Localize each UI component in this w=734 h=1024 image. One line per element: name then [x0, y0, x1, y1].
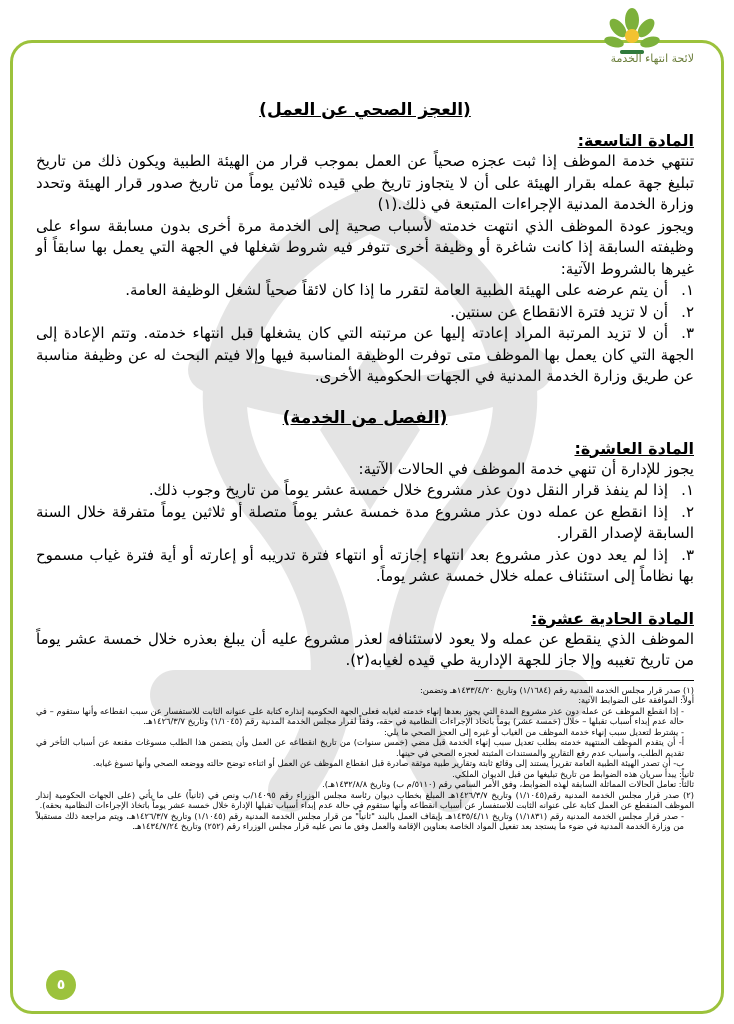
- article-10-cases-list: [36, 480, 694, 588]
- list-item: ١.إذا لم ينفذ قرار النقل دون عذر مشروع خلال خمسة عشر يوماً من تاريخ وجوب ذلك.: [148, 481, 694, 499]
- article-10-title: المادة العاشرة:: [574, 438, 694, 458]
- article-10-intro: يجوز للإدارة أن تنهي خدمة الموظف في الحالات الآتية:: [358, 459, 694, 478]
- article-9-title: المادة التاسعة:: [577, 131, 694, 150]
- article-9-paragraph-1: تنتهي خدمة الموظف إذا ثبت عجزه صحياً عن العمل بموجب قرار من الهيئة الطبية ويكون ذلك من تاريخ تبليغ جهة عمله بقرار الهيئة على أن لا يتجاوز تاريخ طي قيده ثلاثين يوماً من تاريخ صدور قرار الهيئة وتحدد وزارة الخدمة المدنية الإجراءات المتبعة في ذلك.(١): [36, 152, 694, 213]
- list-item: ٣.إذا لم يعد دون عذر مشروع بعد انتهاء إجازته أو انتهاء فترة تدريبه أو إعارته أو أية فترة غياب مسموح بها نظاماً إلى استئناف عمله خلال خمسة عشر يوماً.: [36, 545, 694, 585]
- document-body: [36, 96, 694, 832]
- article-9-conditions-list: [36, 280, 694, 388]
- footnote-1-second: ثانياً: يبدأ سريان هذه الضوابط من تاريخ تبليغها من قبل الديوان الملكي.: [452, 768, 694, 779]
- article-9-paragraph-2: ويجوز عودة الموظف الذي انتهت خدمته لأسباب صحية إلى الخدمة مرة أخرى بدون مسابقة سواء على وظيفته السابقة إذا كانت شاغرة أو وظيفة أخرى تتوفر فيه شروط شغلها في الجهة التي يعمل بها سابقاً أو غيرها بالشروط الآتية:: [36, 216, 694, 278]
- section-title-dismissal: (الفصل من الخدمة): [282, 407, 448, 428]
- page-number: ٥: [46, 970, 76, 1000]
- list-item: ٢.إذا انقطع عن عمله دون عذر مشروع مدة خمسة عشر يوماً متصلة أو ثلاثين يوماً متفرقة خلال السنة السابقة لإصدار القرار.: [36, 502, 694, 542]
- header-document-title: لائحة انتهاء الخدمة: [610, 52, 694, 65]
- footnote-1-third: ثالثاً: تعامل الحالات المماثلة السابقة لهذه الضوابط، وفق الأمر السامي رقم (٥١١٠/م ب) وتاريخ ١٤٣٢/٨/٨هـ).: [322, 779, 694, 789]
- footnote-2-amendment: - صدر قرار مجلس الخدمة المدنية رقم (١/١٨٣١) وتاريخ ١٤٣٥/٤/١١هـ بإيقاف العمل بالبند "ثانياً" من قرار مجلس الخدمة المدنية رقم (١/١٠٤٥) وتاريخ ١٤٢٦/٣/٧هـ، ويتم مراجعة ذلك مستقبلاً من وزارة الخدمة المدنية في ضوء ما يستجد بعد تفعيل المواد الخاصة بعناوين الإقامة والعمل وفق ما نص عليه قرار مجلس الوزراء رقم (٢٥٢) وتاريخ ١٤٣٤/٧/٢٤هـ.: [36, 810, 685, 831]
- footnote-1-rule-b-b: ب- أن تصدر الهيئة الطبية العامة تقريراً يستند إلى وقائع ثابتة وتقارير طبية موثقة صادرة قبل انقطاع الموظف عن العمل أو اثناءه توضح حالته ووضعه الصحي وأنها تسوغ غيابه.: [92, 758, 684, 768]
- footnote-1-rule-a: - إذا انقطع الموظف عن عمله دون عذر مشروع المدة التي يجوز بعدها إنهاء خدمته لغيابه فعلى الجهة الحكومية إنذاره كتابة على عنوانه الثابت للاستفسار عن سبب انقطاعه وأنها ستقوم – في حالة عدم إبداء أسباب تقبلها – خلال (خمسة عشر) يوماً باتخاذ الإجراءات النظامية في حقه، وفقاً لقرار مجلس الخدمة المدنية رقم (١/١٠٤٥) وتاريخ ١٤٢٦/٣/٧هـ.: [36, 705, 684, 726]
- footnote-1-rule-b: - يشترط لتعديل سبب إنهاء خدمة الموظف من الغياب أو غيره إلى العجز الصحي ما يلي:: [383, 726, 684, 737]
- section-title-health-incapacity: (العجز الصحي عن العمل): [259, 100, 471, 120]
- article-11-paragraph: الموظف الذي ينقطع عن عمله ولا يعود لاستئنافه لعذر مشروع عليه أن يبلغ بعذره خلال خمسة عشر يوماً من تاريخ تغيبه وإلا جاز للجهة الإدارية طي قيده لغيابه(٢).: [36, 629, 694, 669]
- footnote-2: (٢) صدر قرار مجلس الخدمة المدنية رقم(١/١٠٤٥) وتاريخ ١٤٢٦/٣/٧هـ المبلغ بخطاب ديوان رئاسة مجلس الوزراء رقم ١٤٠٩٥/ب ونص في (ثانياً) على ما يأتي (على الجهات الحكومية إنذار الموظف المنقطع عن العمل كتابة على عنوانه الثابت للاستفسار عن أسباب انقطاعه وأنها ستقوم في حالة عدم إبداء أسباب تقبلها الإدارة خلال خمسة عشر يوماً باتخاذ الإجراءات النظامية بحقه).: [36, 789, 695, 810]
- footnotes: [36, 685, 694, 832]
- list-item: ٢.أن لا تزيد فترة الانقطاع عن سنتين.: [450, 302, 694, 321]
- list-item: ١.أن يتم عرضه على الهيئة الطبية العامة لتقرر ما إذا كان لائقاً صحياً لشغل الوظيفة العامة.: [125, 281, 694, 299]
- footnote-divider: [474, 680, 694, 681]
- footnote-1-first: أولاً: الموافقة على الضوابط الآتية:: [578, 695, 694, 705]
- footnote-1: (١) صدر قرار مجلس الخدمة المدنية رقم (١/١٦٨٤) وتاريخ ١٤٣٣/٤/٢٠هـ وتضمن:: [420, 684, 694, 695]
- article-11-title: المادة الحادية عشرة:: [531, 608, 694, 628]
- list-item: ٣.أن لا تزيد المرتبة المراد إعادته إليها عن مرتبته التي كان يشغلها قبل انتهاء خدمته. وتتم الإعادة إلى الجهة التي كان يعمل بها الموظف متى توفرت الوظيفة المناسبة فيها وإلا فيتم البحث له عن وظيفة مناسبة عن طريق وزارة الخدمة المدنية في الجهات الحكومية الأخرى.: [36, 324, 694, 385]
- footnote-1-rule-b-a: أ- أن يتقدم الموظف المنتهية خدمته بطلب تعديل سبب إنهاء الخدمة قبل مضي (خمس سنوات) من تاريخ انقطاعه عن العمل وأن يتضمن هذا الطلب مسوغات مقنعة عن أسباب التأخر في تقديم الطلب، وأسباب عدم رفع التقارير والمستندات المثبتة لعجزه الصحي في حينها.: [36, 737, 684, 758]
